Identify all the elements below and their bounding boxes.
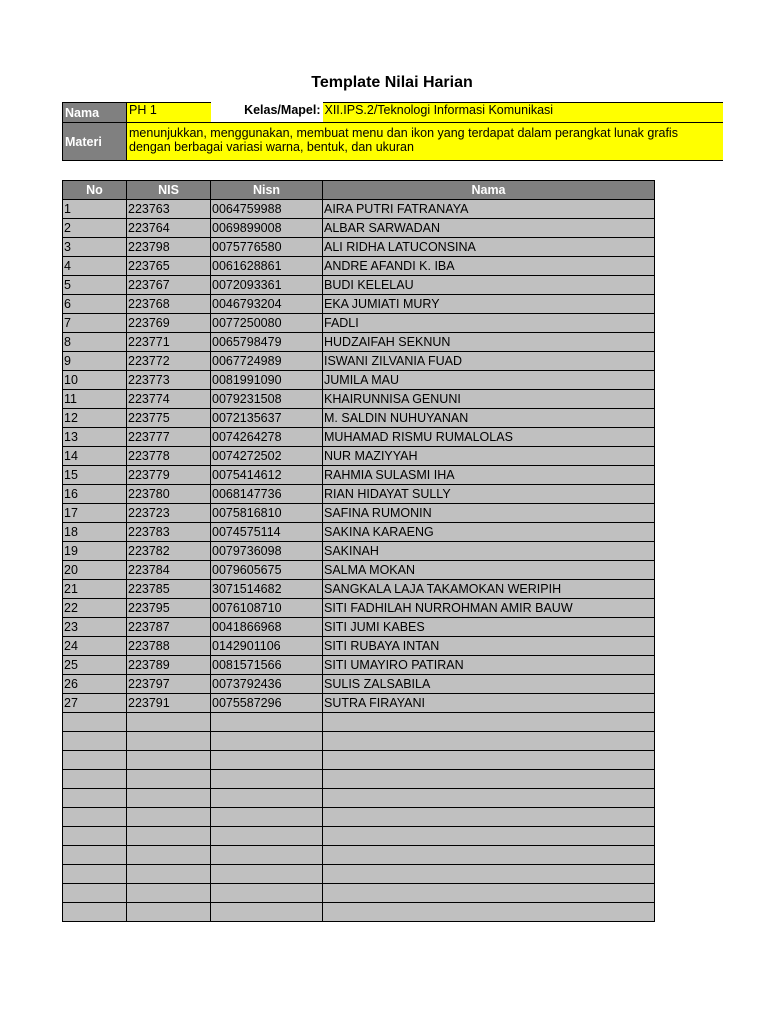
cell-nis[interactable]: 223723 <box>127 504 211 523</box>
cell-no[interactable]: 14 <box>63 447 127 466</box>
cell-nama[interactable]: BUDI KELELAU <box>323 276 655 295</box>
table-row <box>63 523 655 542</box>
cell-nisn[interactable]: 0061628861 <box>211 257 323 276</box>
cell-nis[interactable]: 223774 <box>127 390 211 409</box>
table-header-row <box>63 181 655 200</box>
cell-nis[interactable] <box>127 827 211 846</box>
cell-nisn[interactable] <box>211 732 323 751</box>
cell-nama[interactable] <box>323 884 655 903</box>
table-row <box>63 314 655 333</box>
cell-nis[interactable]: 223765 <box>127 257 211 276</box>
cell-no[interactable]: 10 <box>63 371 127 390</box>
cell-no[interactable] <box>63 751 127 770</box>
cell-nisn[interactable]: 0074575114 <box>211 523 323 542</box>
cell-nisn[interactable] <box>211 827 323 846</box>
table-row <box>63 409 655 428</box>
table-row <box>63 504 655 523</box>
cell-nis[interactable]: 223764 <box>127 219 211 238</box>
cell-nis[interactable]: 223797 <box>127 675 211 694</box>
cell-nis[interactable]: 223773 <box>127 371 211 390</box>
cell-nama[interactable]: SULIS ZALSABILA <box>323 675 655 694</box>
cell-nis[interactable]: 223779 <box>127 466 211 485</box>
student-table-wrapper <box>62 180 655 922</box>
cell-nama[interactable] <box>323 865 655 884</box>
cell-nis[interactable]: 223775 <box>127 409 211 428</box>
header-nis: NIS <box>127 181 211 200</box>
cell-no[interactable] <box>63 770 127 789</box>
cell-nis[interactable]: 223769 <box>127 314 211 333</box>
table-row <box>63 333 655 352</box>
student-table <box>62 180 655 922</box>
cell-nama[interactable] <box>323 846 655 865</box>
cell-nisn[interactable]: 0075776580 <box>211 238 323 257</box>
table-row <box>63 276 655 295</box>
cell-nis[interactable]: 223772 <box>127 352 211 371</box>
cell-nisn[interactable] <box>211 808 323 827</box>
table-row <box>63 618 655 637</box>
table-row <box>63 466 655 485</box>
cell-nama[interactable] <box>323 713 655 732</box>
cell-no[interactable]: 13 <box>63 428 127 447</box>
cell-nisn[interactable]: 0073792436 <box>211 675 323 694</box>
info-row-materi <box>63 123 723 161</box>
cell-nama[interactable]: ALI RIDHA LATUCONSINA <box>323 238 655 257</box>
cell-nis[interactable]: 223771 <box>127 333 211 352</box>
materi-value[interactable]: menunjukkan, menggunakan, membuat menu dan ikon yang terdapat dalam perangkat lunak grafis dengan berbagai variasi warna, bentuk, dan ukuran <box>127 123 723 161</box>
cell-nis[interactable]: 223778 <box>127 447 211 466</box>
cell-nisn[interactable]: 0079231508 <box>211 390 323 409</box>
table-row <box>63 903 655 922</box>
header-nama: Nama <box>323 181 655 200</box>
cell-nisn[interactable]: 0079736098 <box>211 542 323 561</box>
cell-nisn[interactable]: 0081571566 <box>211 656 323 675</box>
table-row <box>63 447 655 466</box>
cell-nis[interactable] <box>127 884 211 903</box>
cell-nama[interactable]: ALBAR SARWADAN <box>323 219 655 238</box>
cell-no[interactable]: 11 <box>63 390 127 409</box>
cell-no[interactable]: 1 <box>63 200 127 219</box>
cell-nis[interactable]: 223763 <box>127 200 211 219</box>
cell-nama[interactable] <box>323 808 655 827</box>
cell-no[interactable]: 21 <box>63 580 127 599</box>
cell-nis[interactable]: 223777 <box>127 428 211 447</box>
cell-no[interactable]: 27 <box>63 694 127 713</box>
cell-no[interactable]: 18 <box>63 523 127 542</box>
cell-nis[interactable] <box>127 808 211 827</box>
cell-no[interactable]: 8 <box>63 333 127 352</box>
cell-nama[interactable] <box>323 732 655 751</box>
cell-nis[interactable] <box>127 732 211 751</box>
table-row <box>63 808 655 827</box>
header-no: No <box>63 181 127 200</box>
cell-no[interactable] <box>63 808 127 827</box>
table-row <box>63 428 655 447</box>
cell-nisn[interactable]: 0069899008 <box>211 219 323 238</box>
table-row <box>63 485 655 504</box>
cell-nis[interactable]: 223788 <box>127 637 211 656</box>
cell-nis[interactable]: 223789 <box>127 656 211 675</box>
cell-nama[interactable]: KHAIRUNNISA GENUNI <box>323 390 655 409</box>
cell-nama[interactable] <box>323 827 655 846</box>
cell-no[interactable]: 24 <box>63 637 127 656</box>
table-row <box>63 580 655 599</box>
cell-nama[interactable]: MUHAMAD RISMU RUMALOLAS <box>323 428 655 447</box>
cell-no[interactable]: 2 <box>63 219 127 238</box>
cell-nama[interactable]: SITI RUBAYA INTAN <box>323 637 655 656</box>
cell-nis[interactable]: 223785 <box>127 580 211 599</box>
cell-no[interactable]: 3 <box>63 238 127 257</box>
cell-nisn[interactable] <box>211 865 323 884</box>
cell-nis[interactable] <box>127 846 211 865</box>
materi-label: Materi <box>63 123 127 161</box>
cell-nisn[interactable]: 0041866968 <box>211 618 323 637</box>
table-row <box>63 561 655 580</box>
cell-no[interactable]: 9 <box>63 352 127 371</box>
table-row <box>63 257 655 276</box>
cell-nis[interactable]: 223798 <box>127 238 211 257</box>
cell-nama[interactable]: FADLI <box>323 314 655 333</box>
cell-no[interactable] <box>63 713 127 732</box>
cell-nama[interactable]: SAKINA KARAENG <box>323 523 655 542</box>
cell-nisn[interactable]: 0046793204 <box>211 295 323 314</box>
cell-nis[interactable] <box>127 770 211 789</box>
table-row <box>63 542 655 561</box>
cell-nis[interactable]: 223784 <box>127 561 211 580</box>
cell-nisn[interactable]: 0081991090 <box>211 371 323 390</box>
cell-nama[interactable] <box>323 770 655 789</box>
cell-nis[interactable] <box>127 865 211 884</box>
cell-no[interactable]: 5 <box>63 276 127 295</box>
table-row <box>63 713 655 732</box>
cell-no[interactable]: 4 <box>63 257 127 276</box>
cell-nama[interactable]: SUTRA FIRAYANI <box>323 694 655 713</box>
cell-nisn[interactable] <box>211 884 323 903</box>
cell-nisn[interactable]: 3071514682 <box>211 580 323 599</box>
cell-nisn[interactable] <box>211 770 323 789</box>
table-row <box>63 675 655 694</box>
cell-nis[interactable]: 223787 <box>127 618 211 637</box>
cell-nisn[interactable]: 0075816810 <box>211 504 323 523</box>
cell-nama[interactable]: AIRA PUTRI FATRANAYA <box>323 200 655 219</box>
cell-nis[interactable]: 223767 <box>127 276 211 295</box>
cell-nama[interactable]: M. SALDIN NUHUYANAN <box>323 409 655 428</box>
cell-nisn[interactable]: 0076108710 <box>211 599 323 618</box>
page-title: Template Nilai Harian <box>311 74 473 91</box>
cell-nisn[interactable]: 0074272502 <box>211 447 323 466</box>
cell-nis[interactable] <box>127 713 211 732</box>
table-row <box>63 390 655 409</box>
info-row-nama <box>63 103 723 123</box>
table-row <box>63 656 655 675</box>
cell-no[interactable]: 23 <box>63 618 127 637</box>
cell-nama[interactable]: SALMA MOKAN <box>323 561 655 580</box>
cell-no[interactable]: 6 <box>63 295 127 314</box>
cell-nama[interactable] <box>323 751 655 770</box>
cell-nisn[interactable]: 0077250080 <box>211 314 323 333</box>
cell-nama[interactable]: RAHMIA SULASMI IHA <box>323 466 655 485</box>
cell-nis[interactable]: 223780 <box>127 485 211 504</box>
cell-no[interactable]: 19 <box>63 542 127 561</box>
table-row <box>63 371 655 390</box>
cell-nama[interactable]: NUR MAZIYYAH <box>323 447 655 466</box>
cell-nis[interactable] <box>127 789 211 808</box>
cell-nama[interactable]: ISWANI ZILVANIA FUAD <box>323 352 655 371</box>
cell-no[interactable]: 15 <box>63 466 127 485</box>
table-row <box>63 238 655 257</box>
table-row <box>63 599 655 618</box>
kelas-label: Kelas/Mapel: <box>244 102 321 117</box>
cell-nama[interactable] <box>323 789 655 808</box>
cell-nisn[interactable]: 0068147736 <box>211 485 323 504</box>
cell-nama[interactable]: JUMILA MAU <box>323 371 655 390</box>
cell-nama[interactable] <box>323 903 655 922</box>
table-row <box>63 846 655 865</box>
cell-nisn[interactable]: 0065798479 <box>211 333 323 352</box>
cell-no[interactable] <box>63 827 127 846</box>
cell-nisn[interactable] <box>211 903 323 922</box>
cell-no[interactable] <box>63 846 127 865</box>
cell-no[interactable] <box>63 884 127 903</box>
cell-nama[interactable]: HUDZAIFAH SEKNUN <box>323 333 655 352</box>
kelas-value[interactable]: XII.IPS.2/Teknologi Informasi Komunikasi <box>323 103 723 123</box>
table-row <box>63 770 655 789</box>
table-row <box>63 219 655 238</box>
cell-nisn[interactable] <box>211 713 323 732</box>
cell-nis[interactable]: 223795 <box>127 599 211 618</box>
table-row <box>63 732 655 751</box>
cell-nis[interactable] <box>127 903 211 922</box>
cell-nisn[interactable]: 0072093361 <box>211 276 323 295</box>
cell-nisn[interactable]: 0074264278 <box>211 428 323 447</box>
cell-nama[interactable]: SANGKALA LAJA TAKAMOKAN WERIPIH <box>323 580 655 599</box>
table-row <box>63 789 655 808</box>
header-nisn: Nisn <box>211 181 323 200</box>
nama-value[interactable]: PH 1 <box>127 103 211 123</box>
cell-nisn[interactable]: 0072135637 <box>211 409 323 428</box>
cell-nisn[interactable]: 0079605675 <box>211 561 323 580</box>
table-row <box>63 751 655 770</box>
cell-no[interactable] <box>63 903 127 922</box>
cell-nisn[interactable]: 0075587296 <box>211 694 323 713</box>
cell-nama[interactable]: ANDRE AFANDI K. IBA <box>323 257 655 276</box>
cell-nisn[interactable] <box>211 846 323 865</box>
cell-nama[interactable]: SAKINAH <box>323 542 655 561</box>
cell-nisn[interactable] <box>211 789 323 808</box>
cell-nisn[interactable]: 0142901106 <box>211 637 323 656</box>
cell-nama[interactable]: RIAN HIDAYAT SULLY <box>323 485 655 504</box>
cell-nama[interactable]: SITI UMAYIRO PATIRAN <box>323 656 655 675</box>
cell-nama[interactable]: EKA JUMIATI MURY <box>323 295 655 314</box>
cell-no[interactable]: 12 <box>63 409 127 428</box>
cell-nisn[interactable]: 0075414612 <box>211 466 323 485</box>
table-row <box>63 884 655 903</box>
cell-no[interactable]: 16 <box>63 485 127 504</box>
cell-no[interactable] <box>63 789 127 808</box>
cell-no[interactable]: 17 <box>63 504 127 523</box>
cell-no[interactable]: 20 <box>63 561 127 580</box>
cell-nisn[interactable] <box>211 751 323 770</box>
cell-nisn[interactable]: 0064759988 <box>211 200 323 219</box>
cell-nama[interactable]: SAFINA RUMONIN <box>323 504 655 523</box>
cell-no[interactable] <box>63 865 127 884</box>
cell-nis[interactable]: 223783 <box>127 523 211 542</box>
cell-nis[interactable]: 223782 <box>127 542 211 561</box>
nama-label: Nama <box>63 103 127 123</box>
info-table <box>62 102 723 161</box>
cell-nis[interactable] <box>127 751 211 770</box>
table-row <box>63 352 655 371</box>
cell-nisn[interactable]: 0067724989 <box>211 352 323 371</box>
cell-no[interactable]: 26 <box>63 675 127 694</box>
cell-nama[interactable]: SITI JUMI KABES <box>323 618 655 637</box>
table-row <box>63 295 655 314</box>
cell-no[interactable] <box>63 732 127 751</box>
cell-no[interactable]: 7 <box>63 314 127 333</box>
table-row <box>63 200 655 219</box>
cell-no[interactable]: 22 <box>63 599 127 618</box>
table-row <box>63 694 655 713</box>
cell-nis[interactable]: 223768 <box>127 295 211 314</box>
cell-nis[interactable]: 223791 <box>127 694 211 713</box>
table-row <box>63 637 655 656</box>
cell-nama[interactable]: SITI FADHILAH NURROHMAN AMIR BAUW <box>323 599 655 618</box>
cell-no[interactable]: 25 <box>63 656 127 675</box>
table-row <box>63 827 655 846</box>
table-row <box>63 865 655 884</box>
